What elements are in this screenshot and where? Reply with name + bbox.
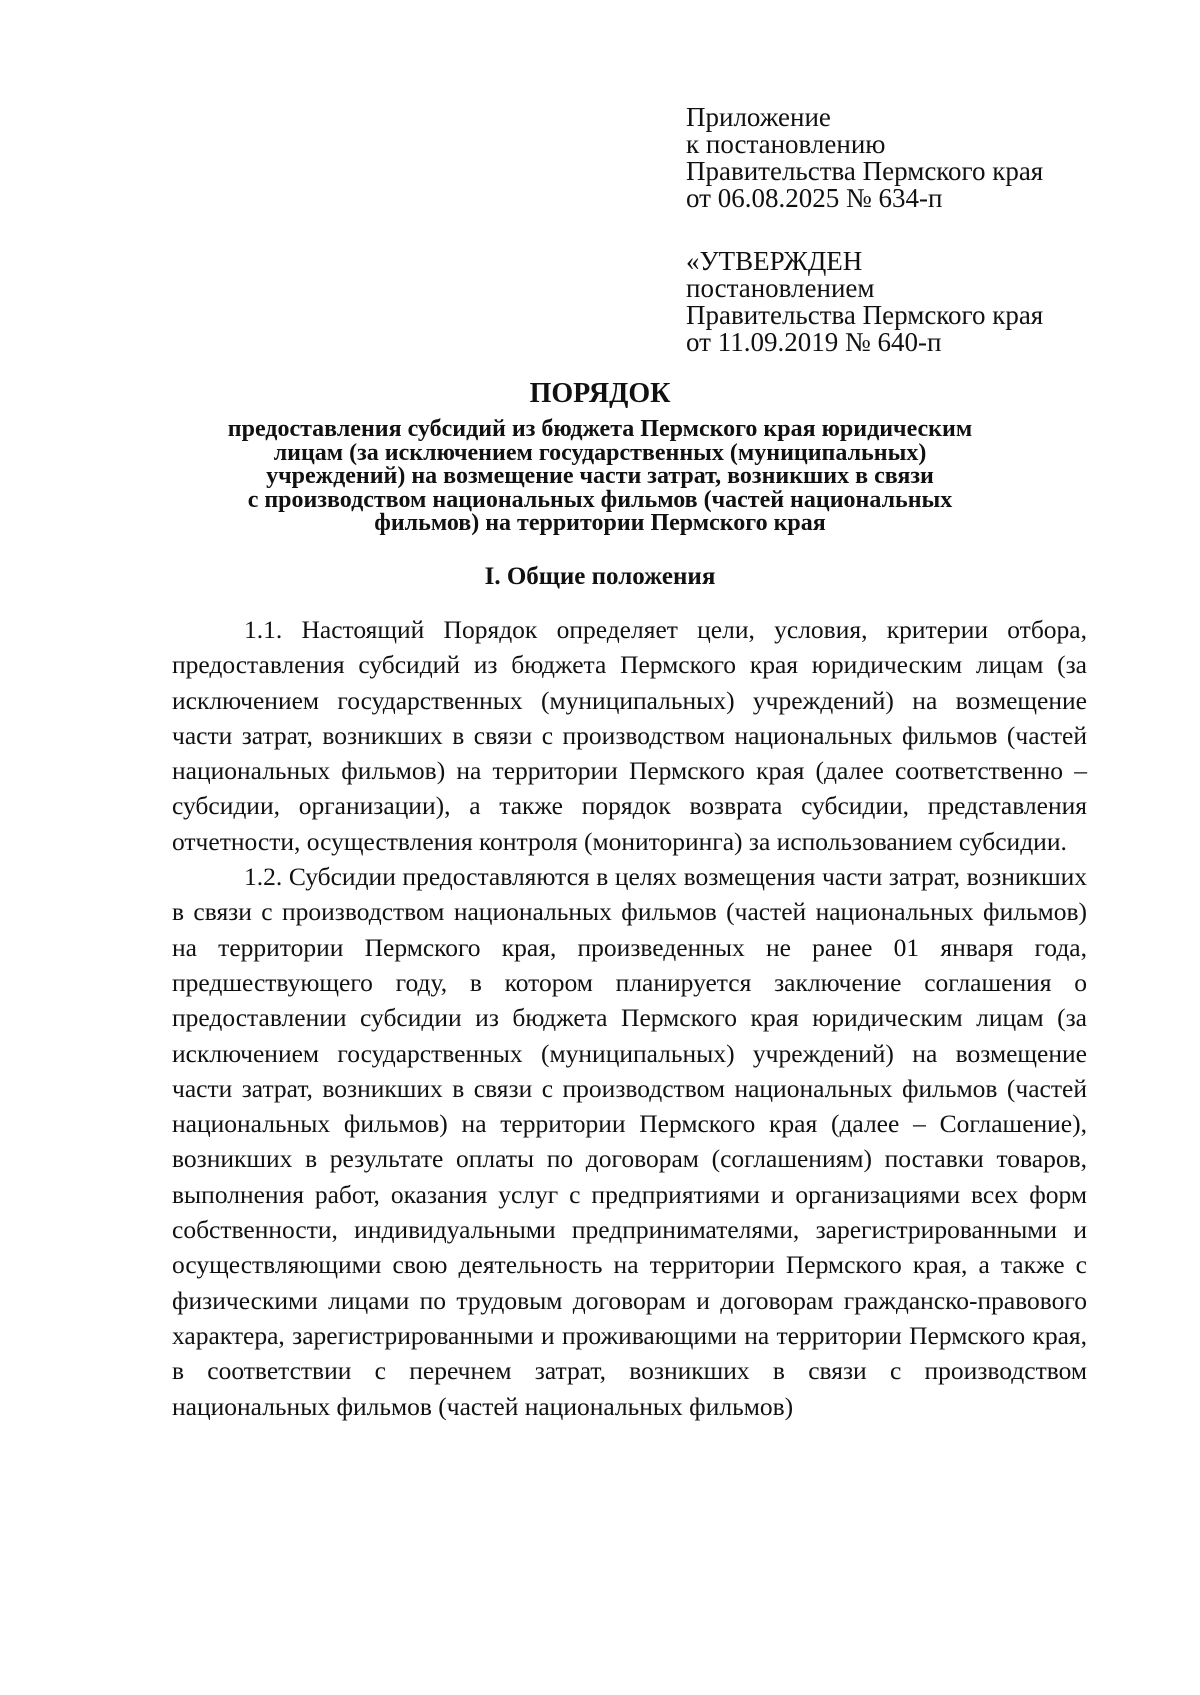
subtitle-line: фильмов) на территории Пермского края bbox=[374, 510, 826, 536]
approved-line: постановлением bbox=[686, 273, 875, 303]
subtitle-line: учреждений) на возмещение части затрат, возникших в связи bbox=[266, 463, 934, 489]
document-title: ПОРЯДОК bbox=[529, 378, 671, 409]
approved-line: «УТВЕРЖДЕН bbox=[686, 246, 863, 276]
approved-line: от 11.09.2019 № 640-п bbox=[686, 327, 942, 357]
approved-header bbox=[686, 248, 1126, 356]
appendix-header bbox=[686, 104, 1126, 212]
appendix-line: к постановлению bbox=[686, 129, 886, 159]
appendix-line: Приложение bbox=[686, 102, 831, 132]
paragraph-1-1: 1.1. Настоящий Порядок определяет цели, условия, критерии отбора, предоставления субсидий из бюджета Пермского края юридическим лицам (за исключением государственных (муниципальных) учреждений) на возмещение части затрат, возникших в связи с производством национальных фильмов (частей национальных фильмов) на территории Пермского края (далее соответственно – субсидии, организации), а также порядок возврата субсидии, представления отчетности, осуществления контроля (мониторинга) за использованием субсидии. bbox=[172, 615, 1087, 856]
approved-line: Правительства Пермского края bbox=[686, 300, 1044, 330]
document-subtitle bbox=[150, 418, 1050, 536]
subtitle-line: с производством национальных фильмов (частей национальных bbox=[247, 486, 953, 513]
subtitle-line: лицам (за исключением государственных (муниципальных) bbox=[273, 439, 927, 466]
subtitle-line: предоставления субсидий из бюджета Пермского края юридическим bbox=[227, 416, 973, 442]
appendix-line: Правительства Пермского края bbox=[686, 156, 1044, 186]
appendix-line: от 06.08.2025 № 634-п bbox=[686, 183, 943, 213]
section-heading: I. Общие положения bbox=[484, 563, 716, 590]
section-body bbox=[172, 612, 1087, 1424]
paragraph-1-2: 1.2. Субсидии предоставляются в целях возмещения части затрат, возникших в связи с производством национальных фильмов (частей национальных фильмов) на территории Пермского края, произведенных не ранее 01 января года, предшествующего году, в котором планируется заключение соглашения о предоставлении субсидии из бюджета Пермского края юридическим лицам (за исключением государственных (муниципальных) учреждений) на возмещение части затрат, возникших в связи с производством национальных фильмов (частей национальных фильмов) на территории Пермского края (далее – Соглашение), возникших в результате оплаты по договорам (соглашениям) поставки товаров, выполнения работ, оказания услуг с предприятиями и организациями всех форм собственности, индивидуальными предпринимателями, зарегистрированными и осуществляющими свою деятельность на территории Пермского края, а также с физическими лицами по трудовым договорам и договорам гражданско-правового характера, зарегистрированными и проживающими на территории Пермского края, в соответствии с перечнем затрат, возникших в связи с производством национальных фильмов (частей национальных фильмов) bbox=[172, 862, 1087, 1421]
